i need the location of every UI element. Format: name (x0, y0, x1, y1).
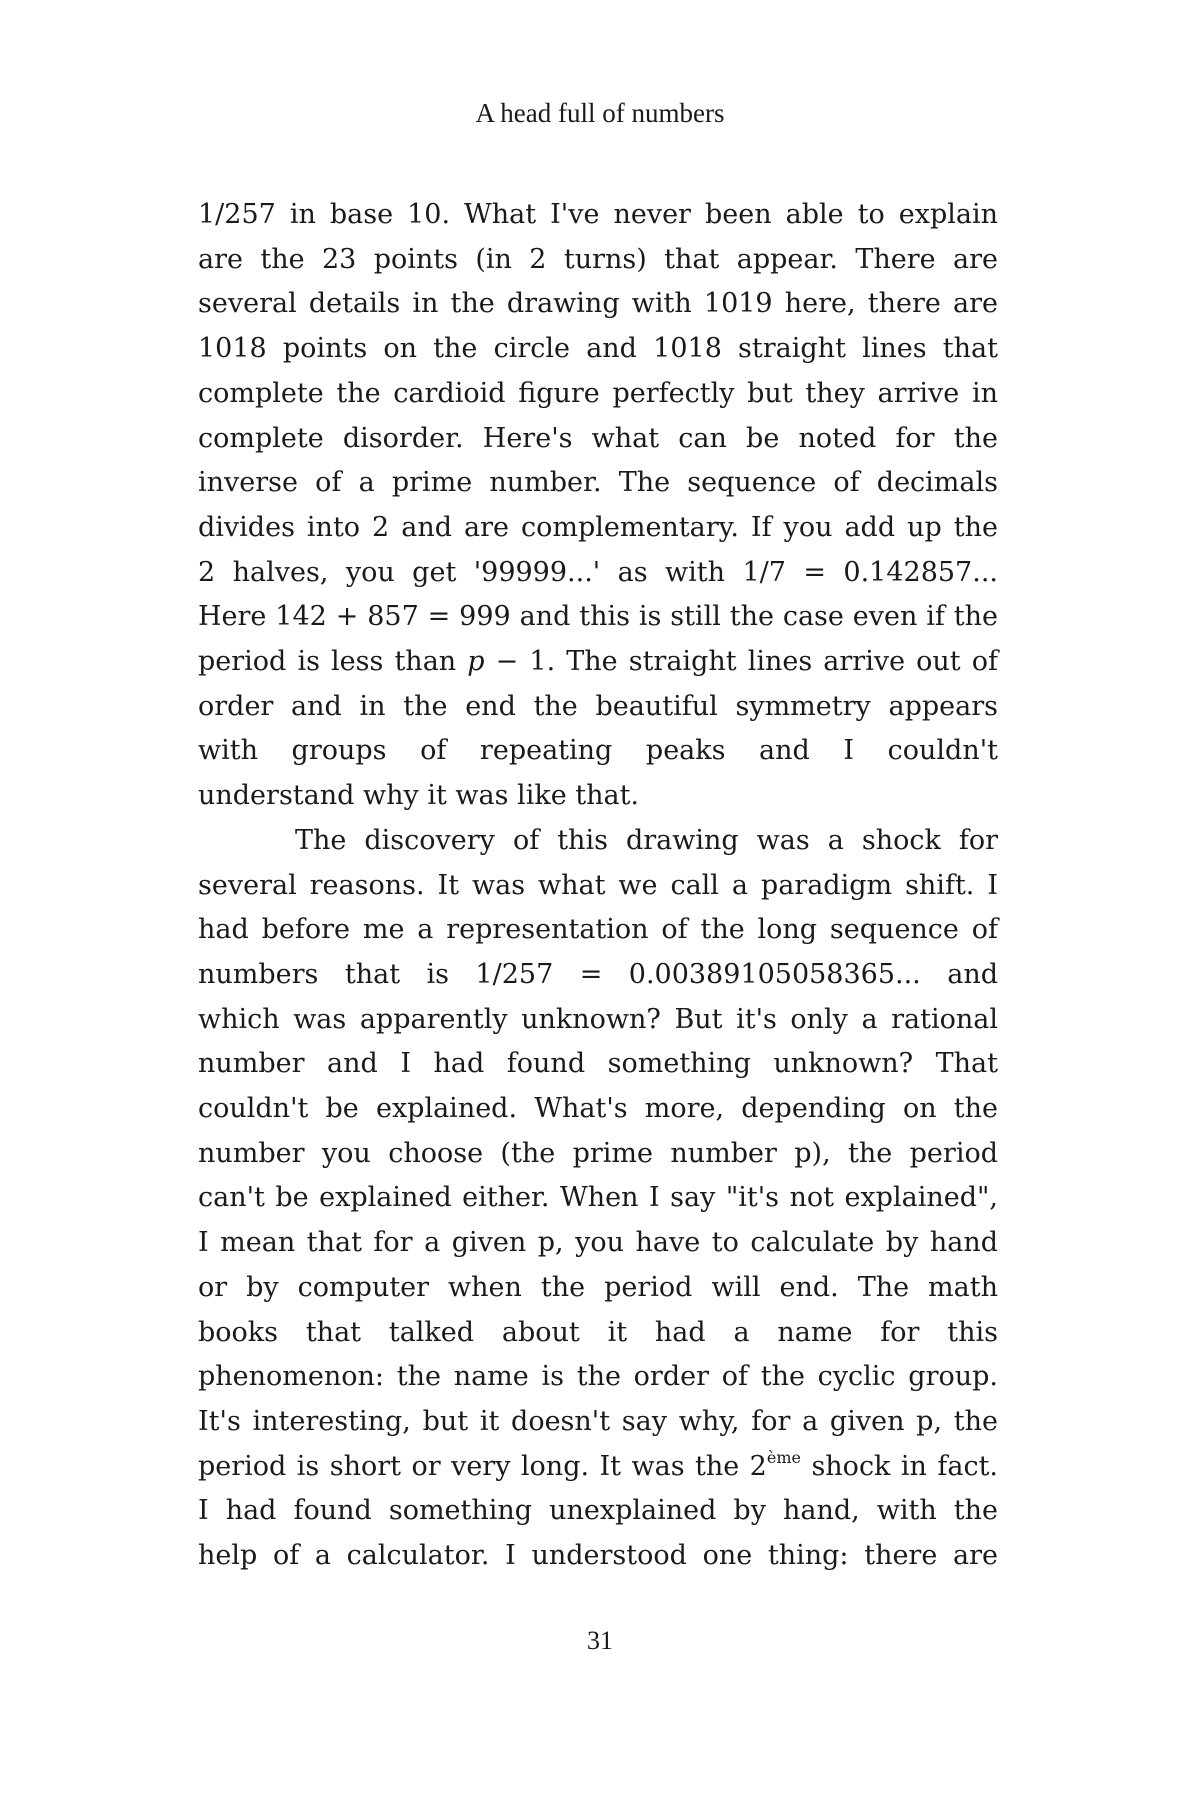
paragraph-2-line-8: number you choose (the prime number p), the period (198, 1137, 998, 1169)
paragraph-2-line-11: or by computer when the period will end. The math (198, 1271, 998, 1303)
paragraph-1-line-13: with groups of repeating peaks and I couldn't (198, 735, 998, 767)
paragraph-2-line-13: phenomenon: the name is the order of the cyclic group. (198, 1361, 998, 1393)
paragraph-2-line-5: which was apparently unknown? But it's only a rational (198, 1003, 998, 1035)
paragraph-2-line-7: couldn't be explained. What's more, depending on the (198, 1093, 998, 1125)
paragraph-2-line-6: number and I had found something unknown? That (198, 1048, 998, 1080)
paragraph-2-line-16: I had found something unexplained by hand, with the (198, 1495, 998, 1527)
running-head: A head full of numbers (475, 98, 725, 128)
page-number: 31 (587, 1626, 613, 1655)
paragraph-2-line-10: I mean that for a given p, you have to calculate by hand (198, 1227, 998, 1259)
paragraph-2-line-15 (198, 1445, 998, 1490)
line-15-text-before: period is short or very long. It was the 2 (198, 1450, 767, 1482)
paragraph-1-line-12: order and in the end the beautiful symmetry appears (198, 690, 998, 722)
paragraph-1-line-5: complete the cardioid figure perfectly but they arrive in (198, 377, 998, 409)
ordinal-superscript: ème (766, 1447, 801, 1467)
paragraph-1-line-10: Here 142 + 857 = 999 and this is still the case even if the (198, 601, 998, 633)
paragraph-2-line-3: had before me a representation of the long sequence of (198, 914, 998, 946)
paragraph-2-line-9: can't be explained either. When I say "it's not explained", (198, 1182, 998, 1214)
paragraph-2-line-12: books that talked about it had a name for this (198, 1316, 998, 1348)
paragraph-1-line-7: inverse of a prime number. The sequence of decimals (198, 467, 998, 499)
paragraph-1-line-14: understand why it was like that. (198, 780, 640, 812)
math-variable-p: p (467, 646, 485, 678)
line-11-text-before: period is less than (198, 646, 468, 678)
paragraph-1-line-2: are the 23 points (in 2 turns) that appear. There are (198, 243, 998, 275)
paragraph-2-line-14: It's interesting, but it doesn't say why, for a given p, the (198, 1405, 998, 1437)
paragraph-1-line-8: divides into 2 and are complementary. If you add up the (198, 511, 998, 543)
paragraph-1-line-11 (198, 640, 998, 685)
line-15-text-after: shock in fact. (800, 1450, 999, 1482)
line-11-text-after: − 1. The straight lines arrive out of (484, 646, 998, 678)
body-text (198, 193, 998, 1579)
paragraph-2-line-4: numbers that is 1/257 = 0.00389105058365... and (198, 958, 998, 990)
paragraph-1-line-9: 2 halves, you get '99999...' as with 1/7 = 0.142857... (198, 556, 998, 588)
paragraph-2-line-2: several reasons. It was what we call a paradigm shift. I (198, 869, 998, 901)
paragraph-1-line-4: 1018 points on the circle and 1018 straight lines that (198, 333, 998, 365)
paragraph-1-line-1: 1/257 in base 10. What I've never been able to explain (198, 199, 998, 230)
paragraph-2-line-17: help of a calculator. I understood one thing: there are (198, 1540, 998, 1572)
paragraph-2-line-1: The discovery of this drawing was a shock for (295, 824, 998, 856)
paragraph-1-line-6: complete disorder. Here's what can be noted for the (198, 422, 998, 454)
paragraph-1-line-3: several details in the drawing with 1019 here, there are (198, 288, 998, 320)
